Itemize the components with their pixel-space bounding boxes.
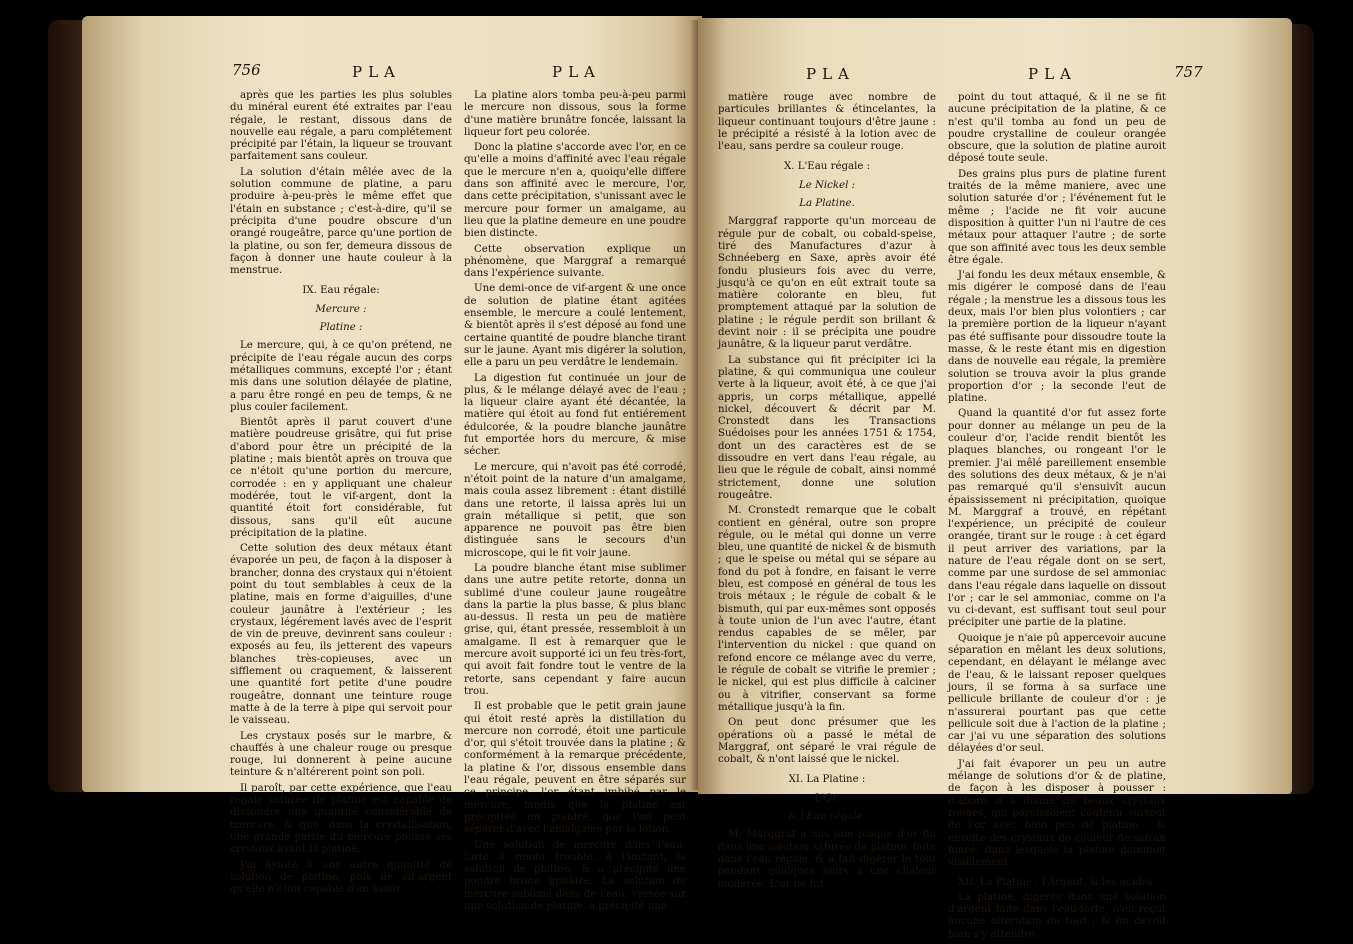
paragraph: Des grains plus purs de platine furent traités de la même maniere, avec une solution saturée d'or ; l'événement fut le même ; l'acide ne fit voir aucune disposition à quitter l'un ni l'autre de ces métaux pour attaquer l'autre ; de sorte que son affinité avec tous les deux semble être égale. [948,168,1166,266]
paragraph: Quoique je n'aie pû appercevoir aucune séparation en mêlant les deux solutions, cependant, en délayant le mélange avec de l'eau, & le laissant reposer quelques jours, il se forma à sa surface une pellicule brillante de couleur d'or : je n'assurerai pourtant pas que cette pellicule soit due à l'action de la platine ; car j'ai vu une séparation des solutions délayées d'or seul. [948,632,1166,755]
paragraph: matière rouge avec nombre de particules brillantes & étincelantes, la liqueur continuant toujours d'être jaune : le précipité a résisté à la lotion avec de l'eau, sans perdre sa couleur rouge. [718,92,936,153]
running-header-right-col1: PLA [806,65,855,83]
paragraph: La solution d'étain mêlée avec de la solution commune de platine, a paru produire à-peu-près le même effet que l'étain en substance ; c'est-à-dire, qu'il se précipita d'une poudre obscure d'un orangé rougeâtre, parce qu'une portion de la platine, ou son fer, demeura dissous de façon à donner une haute couleur à la menstrue. [230,166,452,277]
right-page-column-2 [948,92,1166,944]
section-subheading: & l'Eau régale. [788,811,866,823]
paragraph: Quand la quantité d'or fut assez forte pour donner au mélange un peu de la couleur d'or, l'acide rendit bientôt les plaques blanches, ou rongeant l'or le premier. J'ai mêlé pareillement ensemble des solutions des deux métaux, & je n'ai pas remarqué qu'il s'ensuivît aucun épaississement ni précipitation, quoique M. Marggraf a trouvé, en répétant l'expérience, un précipité de couleur orangée, tirant sur le rouge : à cet égard il peut arriver des variations, par la nature de l'eau régale dont on se sert, comme par une surdose de sel ammoniac dans l'eau régale dans laquelle on dissout l'or ; car le sel ammoniac, comme on l'a vu ci-devant, est suffisant tout seul pour précipiter une partie de la platine. [948,408,1166,629]
section-heading: X. L'Eau régale : [783,161,871,173]
paragraph: La platine, digérée dans une solution d'argent faite dans l'eau-forte, n'en reçut aucune altération du tout ; & on devoit bien s'y attendre, [948,891,1166,940]
section-heading: XII. La Platine : l'Argent, & les acides. [958,877,1156,889]
paragraph: M. Cronstedt remarque que le cobalt contient en général, outre son propre régule, ou le métal qui donne un verre bleu, une quantité de nickel & de bismuth ; que le speise ou métal qui se sépare au fond du pot à fondre, en faisant le verre bleu, est composé en général de tous les trois métaux ; le régule de cobalt & le bismuth, qui par eux-mêmes sont opposés à toute union de l'un avec l'autre, étant rendus capables de se mêler, par l'intervention du nickel : que quand on refond encore ce mélange avec du verre, le régule de cobalt se vitrifie le premier ; le nickel, qui est plus difficile à calciner ou à vitrifier, conservant sa forme métallique jusqu'à la fin. [718,505,936,713]
running-header-right-col2: PLA [1028,65,1077,83]
page-number-left: 756 [232,61,261,79]
paragraph: Le mercure, qui n'avoit pas été corrodé, n'étoit point de la nature d'un amalgame, mais coula assez librement : étant distillé dans une retorte, il laissa après lui un grain métallique si petit, que son apparence ne pouvoit pas être bien distinguée sans le secours d'un microscope, qui le fit voir jaune. [464,461,686,559]
right-page [698,18,1292,940]
paragraph: point du tout attaqué, & il ne se fit aucune précipitation de la platine, & ce n'est qu'il tomba au fond un peu de poudre crystalline de couleur orangée obscure, que la solution de platine auroit déposé toute seule. [948,92,1166,165]
paragraph: La poudre blanche étant mise sublimer dans une autre petite retorte, donna un sublimé d'une couleur jaune rougeâtre dans la partie la plus basse, & plus blanc au-dessus. Il resta un peu de matière grise, qui, étant pressée, ressembloit à un amalgame. Il est à remarquer que le mercure avoit supporté ici un feu très-fort, qui avoit fait fondre tout le ventre de la retorte, sans cependant y faire aucun trou. [464,562,686,697]
paragraph: Cette observation explique un phénomène, que Marggraf a remarqué dans l'expérience suivante. [464,243,686,280]
section-subheading: L'Or, [814,792,840,804]
paragraph: Les crystaux posés sur le marbre, & chauffés à une chaleur rouge ou presque rouge, lui donnerent à peine aucune teinture & n'altérerent point son poli. [230,730,452,779]
paragraph: Marggraf rapporte qu'un morceau de régule pur de cobalt, ou cobald-speise, tiré des Manufactures d'azur à Schnéeberg en Saxe, après avoir été fondu plusieurs fois avec du verre, jusqu'à ce qu'on en eût extrait toute sa matière colorante en bleu, fut promptement attaqué par la solution de platine ; le régule perdit son brillant & devint noir : il se précipita une poudre jaunâtre, & la liqueur parut verdâtre. [718,216,936,351]
page-number-right: 757 [1174,63,1203,81]
paragraph: On peut donc présumer que les opérations où a passé le métal de Marggraf, ont séparé le vrai régule de cobalt, & n'ont laissé que le nickel. [718,717,936,766]
section-subheading: Platine : [319,322,363,334]
section-heading: XI. La Platine : [788,774,866,786]
paragraph: Il est probable que le petit grain jaune qui étoit resté après la distillation du mercure non corrodé, étoit une particule d'or, qui s'étoit trouvée dans la platine ; & conformément à la remarque précédente, la platine & l'or, dissous ensemble dans l'eau régale, peuvent en être séparés sur ce principe, l'or étant imbibé par le mercure, tandis que la platine est précipitée en poudre, que l'on peut séparer d'avec l'amalgame par la lotion. [464,701,686,836]
paragraph: Cette solution des deux métaux étant évaporée un peu, de façon à la disposer à brancher, donna des crystaux qui n'étoient point du tout semblables à ceux de la platine, mais en forme d'aiguilles, d'une couleur jaunâtre à l'extérieur ; les crystaux, légérement lavés avec de l'esprit de vin de preuve, devinrent sans couleur : exposés au feu, ils jetterent des vapeurs blanches très-copieuses, avec un sifflement ou craquement, & laisserent une quantité fort petite d'une poudre rougeâtre, donnant une teinture rouge matte à de la terre à pipe qui servoit pour le vaisseau. [230,543,452,727]
section-subheading: Mercure : [315,303,367,315]
paragraph: Le mercure, qui, à ce qu'on prétend, ne précipite de l'eau régale aucun des corps métalliques communs, excepté l'or ; étant mis dans une solution délayée de platine, a paru être rongé en peu de temps, & ne plus couler facilement. [230,340,452,413]
paragraph: Donc la platine s'accorde avec l'or, en ce qu'elle a moins d'affinité avec l'eau régale que le mercure n'en a, quoiqu'elle differe dans son affinité avec le mercure, l'or, dans cette précipitation, s'unissant avec le mercure pour former un amalgame, au lieu que la platine demeure en une poudre bien distincte. [464,142,686,240]
right-page-column-1 [718,92,936,894]
left-page [82,16,702,912]
running-header-left-col1: PLA [352,63,401,81]
paragraph: La platine alors tomba peu-à-peu parmi le mercure non dissous, sous la forme d'une matière brunâtre foncée, laissant la liqueur fort peu colorée. [464,90,686,138]
paragraph: après que les parties les plus solubles du minéral eurent été extraites par l'eau régale, le restant, dissous dans de nouvelle eau régale, a paru complétement précipité par l'étain, la liqueur se trouvant parfaitement sans couleur. [230,90,452,163]
left-page-column-2 [464,90,686,916]
paragraph: J'ai fait évaporer un peu un autre mélange de solutions d'or & de platine, de façon à les disposer à pousser : d'abord il a donné de beaux crystaux rouges, qui paroissoient contenir surtout de l'or avec bien peu de platine ; & ensuite des crystaux de couleur de safran foncé, dans lesquels la platine dominoit visiblement. [948,758,1166,869]
open-book [14,6,1332,940]
paragraph: J'ai ajouté à une autre quantité de solution de platine, plus de vif-argent qu'elle n'étoit capable d'en saisir. [230,859,452,896]
left-page-column-1 [230,90,452,899]
paragraph: Il paroît, par cette expérience, que l'eau régale saturée de platine est capable de dissoudre une quantité considérable de mercure, & que, dans la crystallisation, une grande partie du mercure pousse ses crystaux avant la platine. [230,782,452,856]
paragraph: La substance qui fit précipiter ici la platine, & qui communiqua une couleur verte à la liqueur, avoit été, à ce que j'ai appris, un corps métallique, appellé nickel, découvert & décrit par M. Cronstedt dans les Transactions Suédoises pour les années 1751 & 1754, dont un des caractères est de se dissoudre en vert dans l'eau régale, au lieu que le régule de cobalt, ainsi nommé strictement, donne une solution rougeâtre. [718,354,936,501]
section-subheading: La Platine. [799,198,855,210]
paragraph: J'ai fondu les deux métaux ensemble, & mis digérer le composé dans de l'eau régale ; la menstrue les a dissous tous les deux, mais l'or bien plus volontiers ; car la première portion de la liqueur n'ayant pas été suffisante pour dissoudre toute la masse, & le reste étant mis en digestion dans de nouvelle eau régale, la première solution se trouva avoir la plus grande proportion d'or ; la seconde l'eut de platine. [948,270,1166,405]
section-subheading: Le Nickel : [798,179,856,191]
paragraph: La digestion fut continuée un jour de plus, & le mélange délayé avec de l'eau ; la liqueur claire ayant été décantée, la matière qui étoit au fond fut entiérement édulcorée, & la poudre blanche jaunâtre fut emportée hors du mercure, & mise sécher. [464,372,686,458]
paragraph: M. Marggraf a mis une plaque d'or fin dans une solution saturée de platine, faite dans l'eau régale, & a fait digérer le tout pendant quelques jours à une chaleur modérée. L'or ne fut [718,829,936,890]
paragraph: Une demi-once de vif-argent & une once de solution de platine étant agitées ensemble, le mercure a coulé lentement, & bientôt après il s'est déposé au fond une certaine quantité de poudre blanche tirant sur le jaune. Ayant mis digérer la solution, elle a paru un peu verdâtre le lendemain. [464,283,686,369]
paragraph: Une solution de mercure dans l'eau-forte a rendu trouble, à l'instant, la solution de platine, & a précipité une poudre brune grisâtre. La solution de mercure sublimé dans de l'eau, versée sur une solution de platine, a précipité une [464,839,686,912]
running-header-left-col2: PLA [552,63,601,81]
paragraph: Bientôt après il parut couvert d'une matière poudreuse grisâtre, qui fut prise d'abord pour être un précipité de la platine ; mais bientôt après on trouva que ce n'étoit qu'une portion du mercure, corrodée : en y appliquant une chaleur modérée, tout le vif-argent, dont la quantité étoit fort considérable, fut dissous, sans qu'il eût aucune précipitation de la platine. [230,417,452,539]
section-heading: IX. Eau régale: [302,285,380,297]
